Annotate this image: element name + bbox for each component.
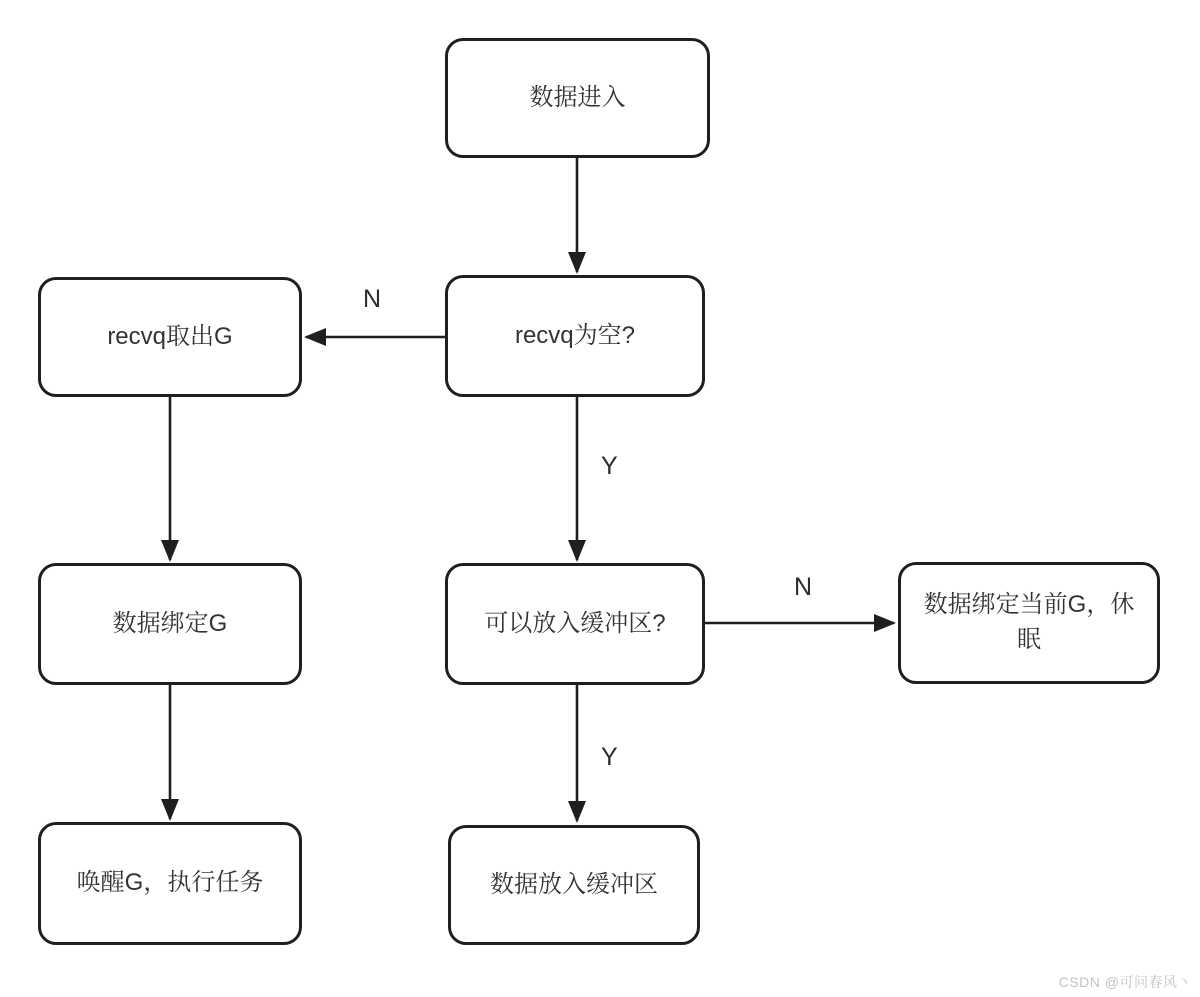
- node-start-label: 数据进入: [529, 83, 626, 111]
- node-put-buffer-label: 数据放入缓冲区: [490, 870, 658, 898]
- node-buffer-check-label: 可以放入缓冲区?: [484, 609, 666, 637]
- node-buffer-check: [445, 563, 705, 685]
- node-put-buffer: [448, 825, 700, 945]
- node-recvq-empty-label: recvq为空?: [514, 321, 636, 349]
- node-recvq-takeout: [38, 277, 302, 397]
- node-start: [445, 38, 710, 158]
- node-bind-g: [38, 563, 302, 685]
- csdn-watermark: CSDN @可问春风丶: [1058, 974, 1192, 990]
- node-wake-g: [38, 822, 302, 945]
- node-recvq-takeout-label: recvq取出G: [107, 322, 233, 350]
- edge-label-buffer-check-yes: Y: [601, 743, 618, 771]
- node-bind-current-g-label: 数据绑定当前G，休眠: [923, 591, 1135, 653]
- edge-label-buffer-check-no: N: [794, 573, 813, 601]
- edge-label-recvq-empty-yes: Y: [601, 452, 618, 480]
- node-recvq-empty: [445, 275, 705, 397]
- node-wake-g-label: 唤醒G，执行任务: [76, 869, 264, 897]
- edge-label-recvq-empty-no: N: [363, 285, 382, 313]
- node-bind-current-g: [898, 562, 1160, 684]
- node-bind-g-label: 数据绑定G: [112, 609, 228, 637]
